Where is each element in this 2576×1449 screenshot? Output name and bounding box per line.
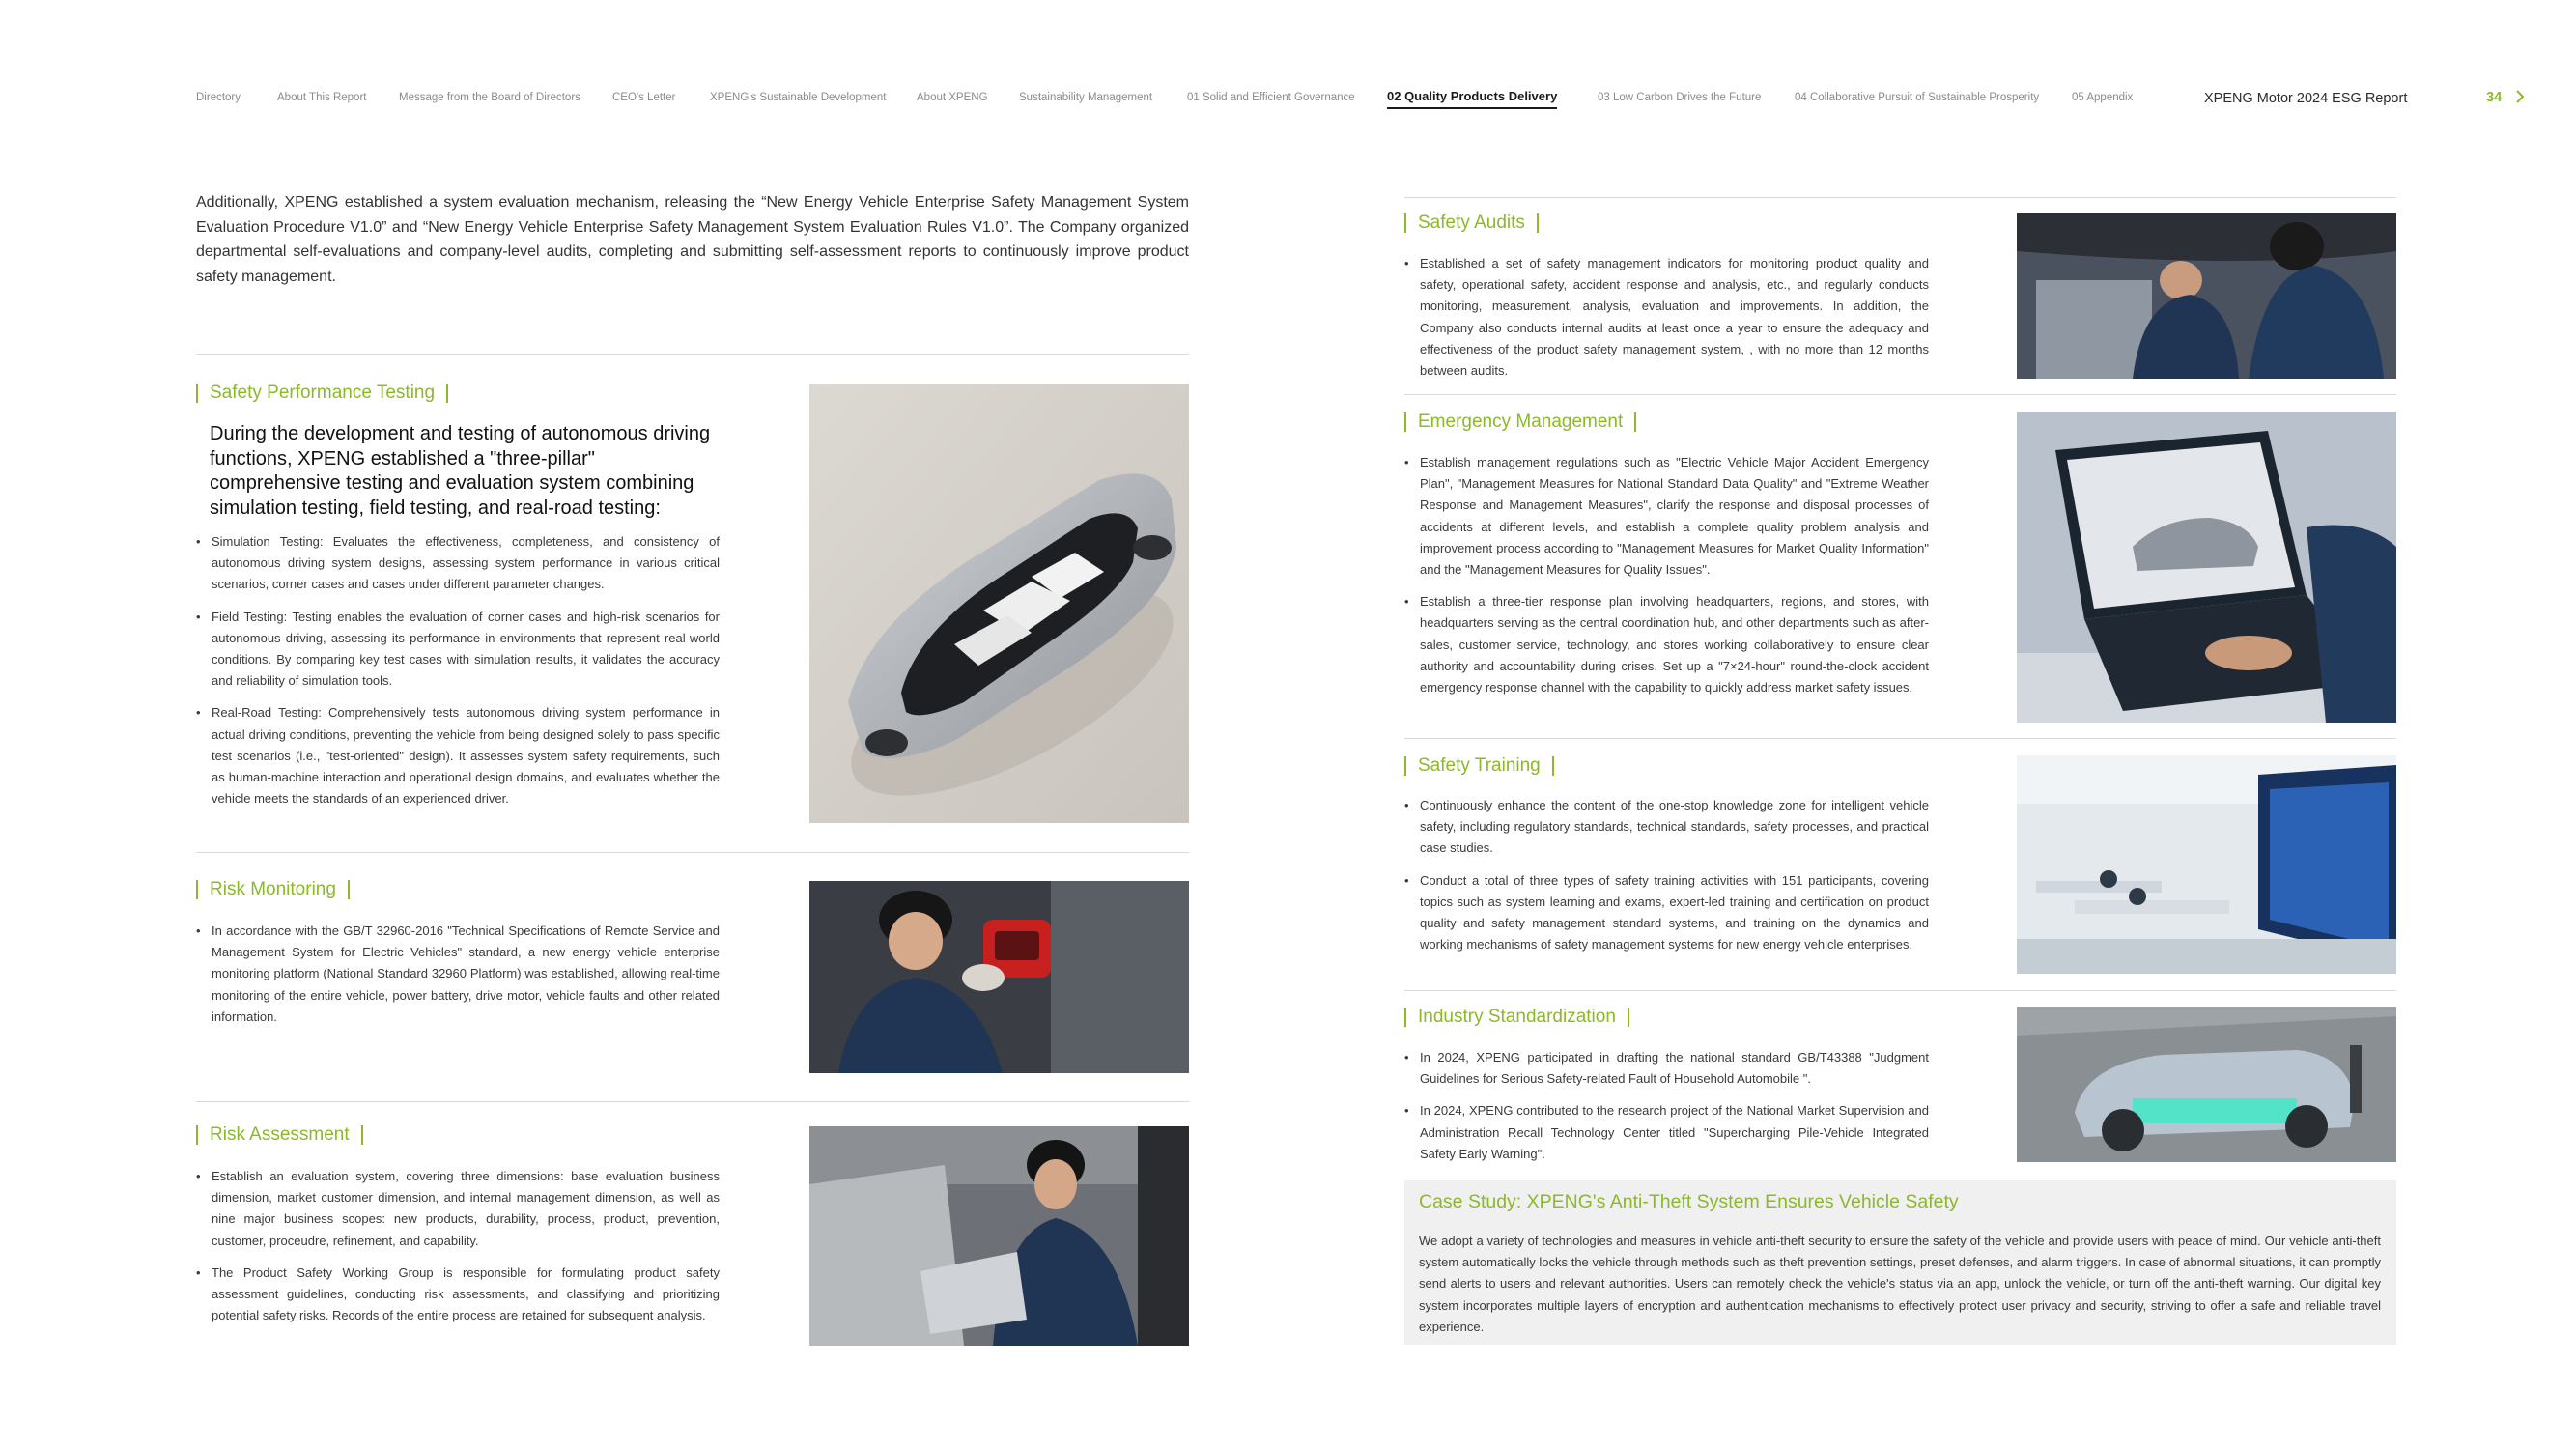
nav-item-02-quality-products[interactable]: 02 Quality Products Delivery	[1387, 89, 1558, 103]
list-item: • In accordance with the GB/T 32960-2016 "Technical Specifications of Remote Service and Management System for Electric Vehicles" standard, a new energy vehicle enterprise monitoring platform (National Standard 32960 Platform) was established, allowing real-time monitoring of the entire vehicle, power battery, drive motor, vehicle faults and other related information.	[196, 921, 720, 1028]
performance-lead-text: During the development and testing of autonomous driving functions, XPENG established a "three-pillar" comprehensive testing and evaluation system combining simulation testing, field testing, and real-road testing:	[210, 423, 711, 519]
section-title-text: Safety Audits	[1418, 213, 1525, 233]
chevron-right-icon[interactable]	[2510, 87, 2530, 106]
performance-bullet-list	[196, 531, 720, 820]
page-number: 34	[2486, 90, 2503, 105]
section-title-performance-testing	[196, 383, 448, 404]
section-title-text: Industry Standardization	[1418, 1007, 1616, 1027]
section-title-text: Risk Monitoring	[210, 879, 336, 899]
list-item: • Continuously enhance the content of the one-stop knowledge zone for intelligent vehicle safety, including regulatory standards, technical standards, safety processes, and practical case studies.	[1404, 795, 1929, 860]
emergency-bullet-list	[1404, 452, 1929, 709]
nav-item-sustainability-management[interactable]: Sustainability Management	[1019, 92, 1153, 103]
divider	[1404, 197, 2396, 198]
list-item: • Establish management regulations such as "Electric Vehicle Major Accident Emergency Plan", "Management Measures for National Standard Data Quality" and "Extreme Weather Response and Management Measures", clarify the response and disposal processes of accidents at different levels, and establish a complete quality problem analysis and improvement process according to "Management Measures for Market Quality Information" and the "Management Measures for Quality Issues".	[1404, 452, 1929, 581]
technicians-under-vehicle-photo	[2017, 213, 2396, 379]
nav-item-about-xpeng[interactable]: About XPENG	[917, 92, 988, 103]
list-item: • Simulation Testing: Evaluates the effectiveness, completeness, and consistency of autonomous driving system designs, assessing system performance in various critical scenarios, corner cases and cases under different parameter changes.	[196, 531, 720, 596]
nav-item-04-prosperity[interactable]: 04 Collaborative Pursuit of Sustainable Prosperity	[1795, 92, 2040, 103]
divider	[1404, 990, 2396, 991]
nav-item-03-low-carbon[interactable]: 03 Low Carbon Drives the Future	[1598, 92, 1762, 103]
divider	[196, 1101, 1189, 1102]
standardization-bullet-list	[1404, 1047, 1929, 1176]
list-item: • The Product Safety Working Group is responsible for formulating product safety assessment guidelines, conducting risk assessments, and classifying and prioritizing potential safety risks. Records of the entire process are retained for subsequent analysis.	[196, 1263, 720, 1327]
list-item: • Real-Road Testing: Comprehensively tests autonomous driving system performance in actual driving conditions, preventing the vehicle from being designed solely to pass specific test scenarios (i.e., "test-oriented" design). It assesses system safety requirements, such as human-machine interaction and operational design domains, and evaluates whether the vehicle meets the standards of an experienced driver.	[196, 702, 720, 810]
divider	[1404, 738, 2396, 739]
case-study-box	[1404, 1180, 2396, 1345]
control-room-training-photo	[2017, 755, 2396, 974]
case-study-title: Case Study: XPENG's Anti-Theft System Ensures Vehicle Safety	[1419, 1191, 1959, 1212]
list-item: • Establish an evaluation system, covering three dimensions: base evaluation business dimension, market customer dimension, and internal management dimension, as well as nine major business scopes: new products, durability, process, product, prevention, customer, proceudre, refinement, and capability.	[196, 1166, 720, 1252]
nav-item-sustainable-development[interactable]: XPENG's Sustainable Development	[710, 92, 887, 103]
section-title-risk-monitoring	[196, 879, 350, 900]
section-title-industry-standardization	[1404, 1007, 1629, 1028]
list-item: • Conduct a total of three types of safety training activities with 151 participants, covering topics such as system learning and exams, expert-led training and certification on product quality and safety management standard systems, and training on the dynamics and working mechanisms of safety management systems for new energy vehicle enterprises.	[1404, 870, 1929, 956]
assessment-bullet-list	[196, 1166, 720, 1337]
laptop-vehicle-model-photo	[2017, 412, 2396, 723]
section-title-safety-audits	[1404, 213, 1539, 234]
intro-paragraph: Additionally, XPENG established a system evaluation mechanism, releasing the “New Energy Vehicle Enterprise Safety Management System Evaluation Procedure V1.0” and “New Energy Vehicle Enterprise Safety Management System Evaluation Rules V1.0”. The Company organized departmental self-evaluations and company-level audits, completing and submitting self-assessment reports to continuously improve product safety management.	[196, 194, 1189, 285]
section-title-safety-training	[1404, 755, 1554, 777]
divider	[1404, 394, 2396, 395]
training-bullet-list	[1404, 795, 1929, 966]
divider	[196, 852, 1189, 853]
section-title-text: Safety Training	[1418, 755, 1541, 776]
monitoring-bullet-list	[196, 921, 720, 1038]
car-interior-aerial-photo	[809, 384, 1189, 823]
list-item: • Established a set of safety management indicators for monitoring product quality and safety, operational safety, accident response and analysis, etc., and regularly conducts monitoring, measurement, analysis, evaluation and improvements. In addition, the Company also conducts internal audits at least once a year to ensure the adequacy and effectiveness of the product safety management system, , with no more than 12 months between audits.	[1404, 253, 1929, 382]
list-item: • Establish a three-tier response plan involving headquarters, regions, and stores, with headquarters serving as the central coordination hub, and other departments such as after-sales, customer service, technology, and stores working collaboratively to ensure clear authority and accountability during crises. Set up a "7×24-hour" round-the-clock accident emergency response channel with the capability to quickly address market safety issues.	[1404, 591, 1929, 698]
engineer-laptop-in-car-photo	[809, 1126, 1189, 1346]
section-title-emergency-management	[1404, 412, 1636, 433]
charging-vehicle-xray-photo	[2017, 1007, 2396, 1162]
section-title-text: Risk Assessment	[210, 1124, 350, 1145]
report-title: XPENG Motor 2024 ESG Report	[2204, 91, 2408, 106]
section-title-risk-assessment	[196, 1124, 363, 1146]
top-nav	[196, 85, 2534, 114]
section-title-text: Emergency Management	[1418, 412, 1624, 432]
list-item: • Field Testing: Testing enables the evaluation of corner cases and high-risk scenarios for autonomous driving, assessing its performance in environments that represent real-world conditions. By comparing key test cases with simulation results, it validates the accuracy and reliability of simulation tools.	[196, 607, 720, 693]
case-study-body: We adopt a variety of technologies and measures in vehicle anti-theft security to ensure the safety of the vehicle and provide users with peace of mind. Our vehicle anti-theft system automatically locks the vehicle through methods such as theft prevention settings, preset defenses, and alarm triggers. In case of abnormal situations, it can promptly send alerts to users and relevant authorities. Users can remotely check the vehicle's status via an app, unlock the vehicle, or turn off the anti-theft warning. Our digital key system incorporates multiple layers of encryption and authentication mechanisms to effectively protect user privacy and security, striving to offer a safe and reliable travel experience.	[1419, 1234, 2381, 1334]
nav-item-ceo-letter[interactable]: CEO's Letter	[612, 92, 676, 103]
nav-item-about-report[interactable]: About This Report	[277, 92, 367, 103]
technician-with-diagnostic-tool-photo	[809, 881, 1189, 1073]
list-item: • In 2024, XPENG participated in drafting the national standard GB/T43388 "Judgment Guidelines for Serious Safety-related Fault of Household Automobile ".	[1404, 1047, 1929, 1090]
audits-bullet-list	[1404, 253, 1929, 392]
list-item: • In 2024, XPENG contributed to the research project of the National Market Supervision and Administration Recall Technology Center titled "Supercharging Pile-Vehicle Integrated Safety Early Warning".	[1404, 1100, 1929, 1165]
nav-item-01-governance[interactable]: 01 Solid and Efficient Governance	[1187, 92, 1355, 103]
nav-item-board-message[interactable]: Message from the Board of Directors	[399, 92, 580, 103]
divider	[196, 354, 1189, 355]
nav-item-05-appendix[interactable]: 05 Appendix	[2072, 92, 2134, 103]
nav-item-directory[interactable]: Directory	[196, 92, 241, 103]
section-title-text: Safety Performance Testing	[210, 383, 436, 403]
